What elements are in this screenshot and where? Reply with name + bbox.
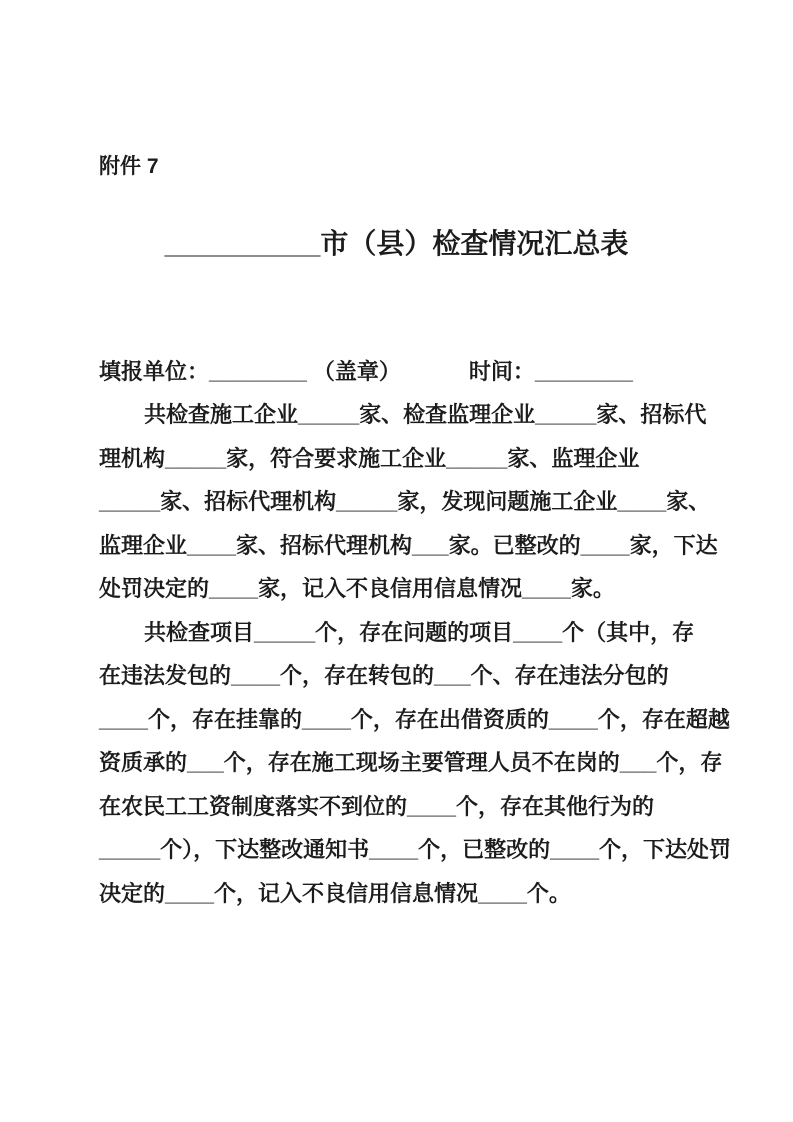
body-line: 处罚决定的____家，记入不良信用信息情况____家。	[99, 576, 615, 601]
body-line: _____个），下达整改通知书____个，已整改的____个，下达处罚	[99, 837, 732, 862]
title-blank-underline: __________	[164, 228, 321, 259]
body-line: 共检查施工企业_____家、检查监理企业_____家、招标代	[144, 402, 707, 427]
time-label: 时间：	[468, 359, 535, 384]
body-line: _____家、招标代理机构_____家，发现问题施工企业____家、	[99, 489, 711, 514]
meta-line	[99, 355, 700, 386]
document-title	[96, 222, 697, 262]
body-line: 监理企业____家、招标代理机构___家。已整改的____家，下达	[99, 532, 718, 558]
body-line: 在违法发包的____个，存在转包的___个、存在违法分包的	[99, 663, 669, 688]
reporting-unit-blank: ________	[209, 359, 307, 384]
body-line: 资质承的___个，存在施工现场主要管理人员不在岗的___个，存	[99, 750, 723, 775]
title-text: 市（县）检查情况汇总表	[320, 228, 629, 259]
body-line: 在农民工工资制度落实不到位的____个，存在其他行为的	[99, 793, 654, 819]
time-blank: ________	[534, 359, 633, 384]
body-line: 共检查项目_____个，存在问题的项目____个（其中，存	[144, 619, 695, 645]
body-line: 决定的____个，记入不良信用信息情况____个。	[99, 880, 571, 906]
reporting-unit-label: 填报单位：	[99, 359, 210, 384]
seal-label: （盖章）	[312, 359, 401, 384]
attachment-label: 附件 7	[99, 155, 159, 178]
body-line: ____个，存在挂靠的____个，存在出借资质的____个，存在超越	[99, 706, 730, 732]
body-line: 理机构_____家，符合要求施工企业_____家、监理企业	[99, 445, 640, 471]
body-text	[99, 393, 739, 915]
